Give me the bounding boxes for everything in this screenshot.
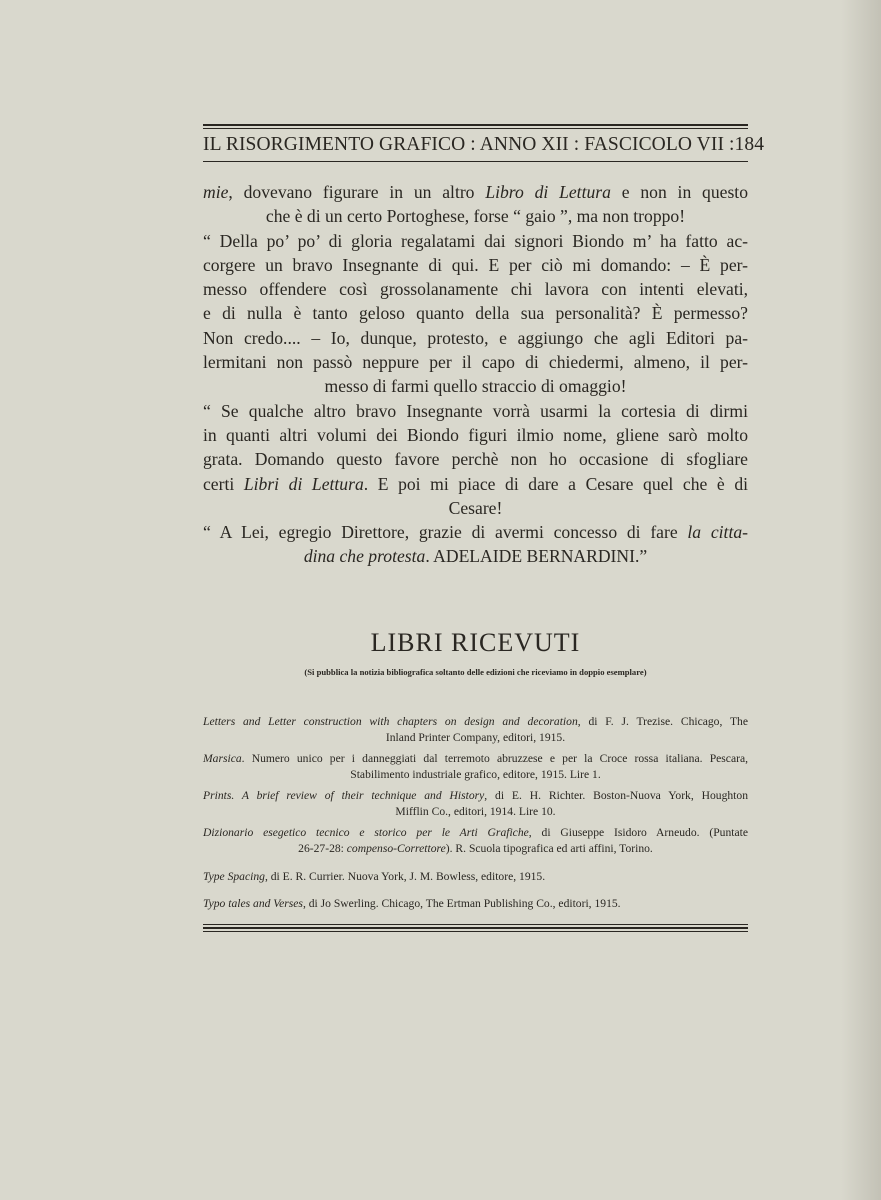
body-line: [203, 447, 748, 471]
book-entry-line: [203, 788, 748, 804]
text-run: “ Se qualche altro bravo Insegnante vorrà usarmi la cortesia di dirmi: [203, 400, 748, 421]
text-run: , di Jo Swerling. Chicago, The Ertman Publishing Co., editori, 1915.: [302, 897, 621, 911]
body-line: [203, 520, 748, 544]
running-header-title: IL RISORGIMENTO GRAFICO : ANNO XII : FASCICOLO VII :: [203, 134, 735, 155]
body-line: [203, 229, 748, 253]
italic-text: dina che protesta: [303, 546, 426, 567]
body-line: [203, 204, 748, 228]
book-entry-line: [203, 730, 748, 746]
text-run: e di nulla è tanto geloso quanto della sua personalità? È permesso?: [203, 303, 748, 324]
italic-text: compenso-Correttore: [346, 842, 446, 855]
text-run: . E poi mi piace di dare a Cesare quel che è di: [363, 473, 749, 494]
text-run: , di Giuseppe Isidoro Arneudo. (Puntate: [528, 826, 748, 839]
text-run: ). R. Scuola tipografica ed arti affini, Torino.: [445, 842, 653, 855]
text-run: corgere un bravo Insegnante di qui. E per ciò mi domando: – È per-: [203, 254, 748, 275]
text-run: “ A Lei, egregio Direttore, grazie di avermi concesso di fare: [203, 522, 688, 543]
italic-text: Typo tales and Verses: [203, 897, 303, 911]
section-note: (Si pubblica la notizia bibliografica soltanto delle edizioni che riceviamo in doppio esemplare): [304, 667, 647, 677]
body-line: [203, 423, 748, 447]
text-run: . ADELAIDE BERNARDINI.”: [425, 546, 648, 567]
italic-text: Type Spacing: [203, 869, 265, 883]
body-line: [203, 496, 748, 520]
text-run: Mifflin Co., editori, 1914. Lire 10.: [395, 805, 556, 818]
header-rule-top-1: [203, 124, 748, 126]
book-entry-line: [203, 714, 748, 730]
book-entry-line: [203, 751, 748, 767]
book-entry-line: [203, 767, 748, 783]
book-entry: [203, 825, 748, 857]
text-run: grata. Domando questo favore perchè non ho occasione di sfogliare: [203, 449, 748, 470]
text-run: 26-27-28:: [298, 842, 347, 855]
text-run: messo di farmi quello straccio di omaggio!: [324, 376, 627, 397]
footer-rule-1: [203, 924, 748, 925]
header-rule-bottom: [203, 161, 748, 162]
text-run: , di E. H. Richter. Boston-Nuova York, Houghton: [484, 789, 748, 802]
text-run: . Numero unico per i danneggiati dal terremoto abruzzese e per la Croce rossa italiana. Pescara,: [241, 752, 748, 765]
italic-text: mie: [203, 182, 229, 202]
text-run: , dovevano figurare in un altro: [228, 182, 486, 202]
body-line: [203, 399, 748, 423]
book-entry: [203, 751, 748, 783]
italic-text: Prints. A brief review of their technique and History: [203, 789, 485, 802]
text-run: Cesare!: [448, 497, 503, 518]
body-line: [203, 253, 748, 277]
footer-rule-2: [203, 927, 748, 929]
italic-text: Libro di Lettura: [485, 182, 611, 202]
book-entry: [203, 714, 748, 746]
page-number: 184: [734, 134, 765, 155]
footer-rule-3: [203, 931, 748, 932]
body-line: [203, 374, 748, 398]
text-run: , di F. J. Trezise. Chicago, The: [577, 715, 748, 728]
italic-text: la citta-: [687, 522, 748, 543]
text-run: in quanti altri volumi dei Biondo figuri ilmio nome, gliene sarò molto: [203, 424, 748, 445]
page-edge-shadow: [841, 0, 881, 1200]
body-line: [203, 350, 748, 374]
letter-body: [203, 180, 748, 569]
book-entry-line: [203, 869, 748, 885]
italic-text: Marsica: [203, 752, 242, 765]
text-run: certi: [203, 473, 244, 494]
text-run: , di E. R. Currier. Nuova York, J. M. Bowless, editore, 1915.: [264, 869, 546, 883]
book-entry-line: [203, 825, 748, 841]
book-entry-line: [203, 841, 748, 857]
header-rule-top-2: [203, 128, 748, 129]
body-line: [203, 544, 748, 568]
body-line: [203, 326, 748, 350]
text-run: lermitani non passò neppure per il capo di chiedermi, almeno, il per-: [203, 352, 748, 373]
book-entry-line: [203, 896, 748, 912]
book-entry: [203, 896, 748, 912]
books-received-list: [203, 714, 748, 924]
text-run: e non in questo: [610, 182, 748, 202]
text-run: che è di un certo Portoghese, forse “ gaio ”, ma non troppo!: [265, 206, 686, 227]
book-entry: [203, 869, 748, 885]
text-run: Non credo.... – Io, dunque, protesto, e aggiungo che agli Editori pa-: [203, 327, 748, 348]
body-line: [203, 277, 748, 301]
book-entry-line: [203, 804, 748, 820]
italic-text: Libri di Lettura: [243, 473, 364, 494]
body-line: [203, 301, 748, 325]
section-title: LIBRI RICEVUTI: [370, 628, 581, 657]
italic-text: Dizionario esegetico tecnico e storico per le Arti Grafiche: [203, 826, 529, 839]
book-entry: [203, 788, 748, 820]
running-header: [203, 134, 765, 156]
text-run: “ Della po’ po’ di gloria regalatami dai signori Biondo m’ ha fatto ac-: [203, 230, 748, 251]
text-run: Stabilimento industriale grafico, editore, 1915. Lire 1.: [350, 768, 601, 781]
body-line: [203, 180, 748, 204]
text-run: messo offendere così grossolanamente chi lavora con intenti elevati,: [203, 279, 748, 300]
text-run: Inland Printer Company, editori, 1915.: [385, 731, 566, 744]
italic-text: Letters and Letter construction with chapters on design and decoration: [203, 715, 578, 728]
body-line: [203, 472, 748, 496]
